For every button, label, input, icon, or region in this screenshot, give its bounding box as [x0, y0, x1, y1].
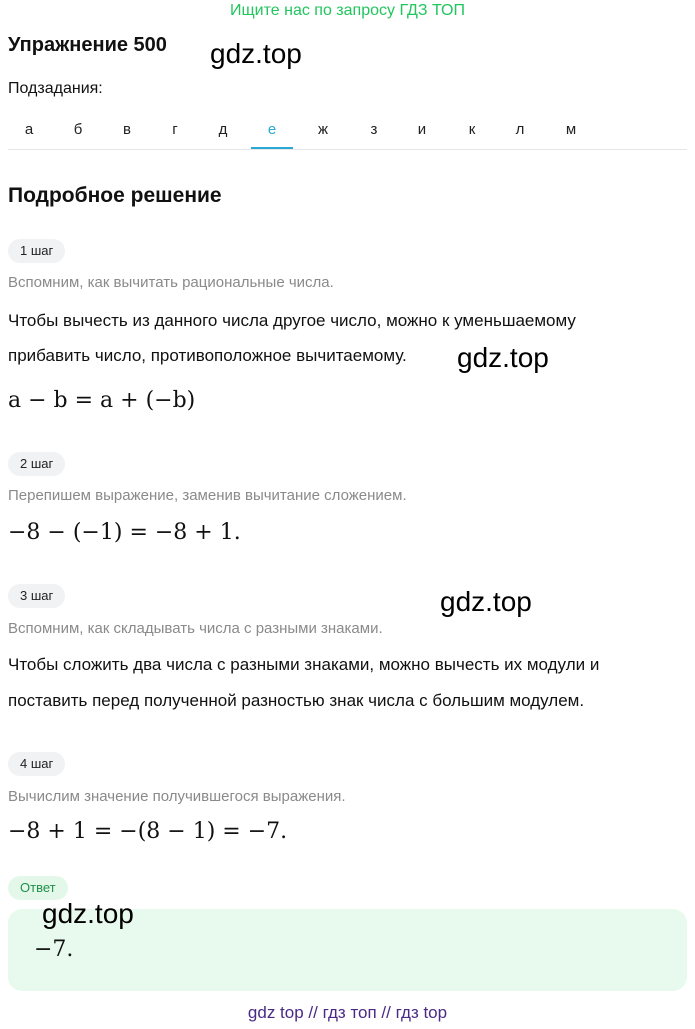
step-text: поставить перед полученной разностью знак числа с большим модулем. [8, 691, 585, 710]
answer-value: −7. [34, 937, 74, 962]
step-hint: Перепишем выражение, заменив вычитание сложением. [8, 487, 407, 504]
step-badge: 1 шаг [8, 239, 65, 263]
step-badge: 3 шаг [8, 584, 65, 608]
page-title: Упражнение 500 [8, 34, 167, 56]
subtasks-label: Подзадания: [8, 80, 103, 97]
step-badge: 2 шаг [8, 452, 65, 476]
tab-k[interactable]: к [468, 121, 476, 138]
step-text: Чтобы сложить два числа с разными знаками, можно вычесть их модули и [8, 655, 600, 674]
step-hint: Вспомним, как складывать числа с разными знаками. [8, 620, 383, 637]
footer-links[interactable]: gdz top // гдз топ // гдз top [247, 1003, 448, 1022]
step-formula: −8 − (−1) = −8 + 1. [8, 520, 241, 545]
tab-b[interactable]: б [73, 121, 83, 138]
tab-i[interactable]: и [417, 121, 427, 138]
step-text: Чтобы вычесть из данного числа другое число, можно к уменьшаемому [8, 311, 576, 330]
subtask-tabs [8, 112, 687, 150]
step-hint: Вычислим значение получившегося выражения. [8, 788, 346, 805]
solution-heading: Подробное решение [8, 184, 222, 207]
answer-badge: Ответ [8, 876, 68, 900]
watermark: gdz.top [457, 342, 549, 373]
promo-banner[interactable]: Ищите нас по запросу ГДЗ ТОП [230, 2, 465, 19]
tab-v[interactable]: в [123, 121, 131, 138]
step-hint: Вспомним, как вычитать рациональные числа. [8, 274, 334, 291]
tab-g[interactable]: г [172, 121, 178, 138]
tab-zh[interactable]: ж [317, 121, 329, 138]
tab-a[interactable]: а [24, 121, 34, 138]
tab-z[interactable]: з [370, 121, 378, 138]
watermark: gdz.top [440, 586, 532, 617]
watermark: gdz.top [42, 898, 134, 929]
tab-l[interactable]: л [515, 121, 525, 138]
step-badge: 4 шаг [8, 752, 65, 776]
step-formula: −8 + 1 = −(8 − 1) = −7. [8, 819, 288, 844]
step-text: прибавить число, противоположное вычитаемому. [8, 346, 407, 365]
step-formula: a − b = a + (−b) [8, 388, 196, 413]
tab-m[interactable]: м [565, 121, 577, 138]
watermark: gdz.top [210, 38, 302, 69]
tab-d[interactable]: д [218, 121, 228, 138]
tab-e[interactable]: е [251, 112, 293, 149]
